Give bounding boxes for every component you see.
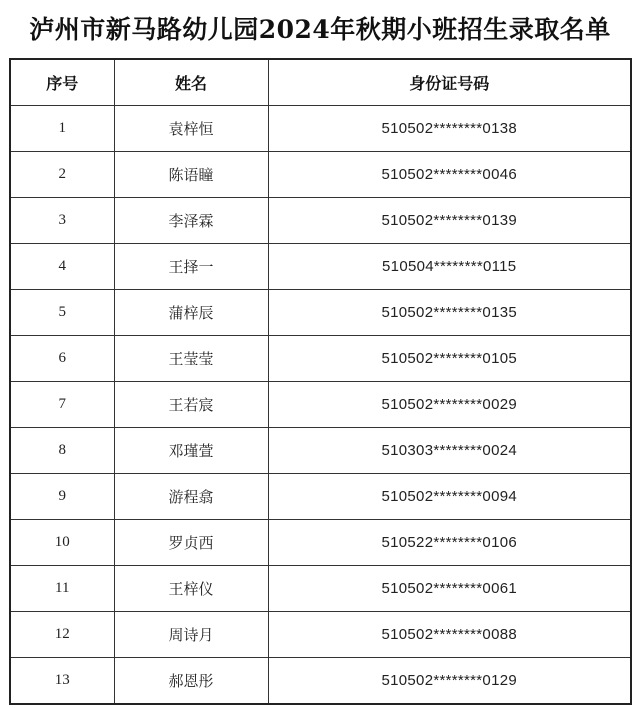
- cell-seq: 2: [10, 152, 114, 198]
- cell-name: 郝恩彤: [114, 658, 268, 705]
- table-row: [10, 290, 631, 336]
- table-body: [10, 106, 631, 705]
- table-row: [10, 474, 631, 520]
- cell-seq: 6: [10, 336, 114, 382]
- table-row: [10, 428, 631, 474]
- cell-seq: 1: [10, 106, 114, 152]
- cell-seq: 8: [10, 428, 114, 474]
- table-row: [10, 106, 631, 152]
- table-row: [10, 198, 631, 244]
- table-row: [10, 612, 631, 658]
- cell-name: 王若宸: [114, 382, 268, 428]
- cell-name: 王择一: [114, 244, 268, 290]
- cell-seq: 10: [10, 520, 114, 566]
- cell-seq: 12: [10, 612, 114, 658]
- header-seq: 序号: [10, 59, 114, 106]
- cell-id-number: 510502********0029: [268, 382, 631, 428]
- cell-id-number: 510502********0139: [268, 198, 631, 244]
- table-row: [10, 520, 631, 566]
- admission-table: [9, 58, 632, 705]
- cell-id-number: 510303********0024: [268, 428, 631, 474]
- cell-id-number: 510502********0061: [268, 566, 631, 612]
- table-row: [10, 382, 631, 428]
- cell-name: 王梓仪: [114, 566, 268, 612]
- cell-id-number: 510502********0135: [268, 290, 631, 336]
- cell-name: 罗贞西: [114, 520, 268, 566]
- table-header-row: [10, 59, 631, 106]
- cell-id-number: 510502********0105: [268, 336, 631, 382]
- cell-seq: 7: [10, 382, 114, 428]
- header-name: 姓名: [114, 59, 268, 106]
- table-row: [10, 152, 631, 198]
- cell-seq: 5: [10, 290, 114, 336]
- document-title: 泸州市新马路幼儿园2024年秋期小班招生录取名单: [29, 15, 611, 44]
- cell-name: 李泽霖: [114, 198, 268, 244]
- cell-id-number: 510502********0088: [268, 612, 631, 658]
- cell-name: 陈语瞳: [114, 152, 268, 198]
- cell-seq: 4: [10, 244, 114, 290]
- cell-id-number: 510502********0046: [268, 152, 631, 198]
- cell-name: 邓瑾萱: [114, 428, 268, 474]
- cell-seq: 11: [10, 566, 114, 612]
- cell-id-number: 510502********0129: [268, 658, 631, 705]
- cell-name: 袁梓恒: [114, 106, 268, 152]
- cell-seq: 9: [10, 474, 114, 520]
- cell-seq: 13: [10, 658, 114, 705]
- table-row: [10, 658, 631, 705]
- cell-id-number: 510502********0094: [268, 474, 631, 520]
- cell-name: 周诗月: [114, 612, 268, 658]
- header-id-number: 身份证号码: [268, 59, 631, 106]
- table-row: [10, 336, 631, 382]
- table-row: [10, 244, 631, 290]
- cell-name: 王莹莹: [114, 336, 268, 382]
- cell-id-number: 510522********0106: [268, 520, 631, 566]
- cell-id-number: 510502********0138: [268, 106, 631, 152]
- cell-name: 蒲梓辰: [114, 290, 268, 336]
- cell-name: 游程翕: [114, 474, 268, 520]
- cell-seq: 3: [10, 198, 114, 244]
- table-row: [10, 566, 631, 612]
- cell-id-number: 510504********0115: [268, 244, 631, 290]
